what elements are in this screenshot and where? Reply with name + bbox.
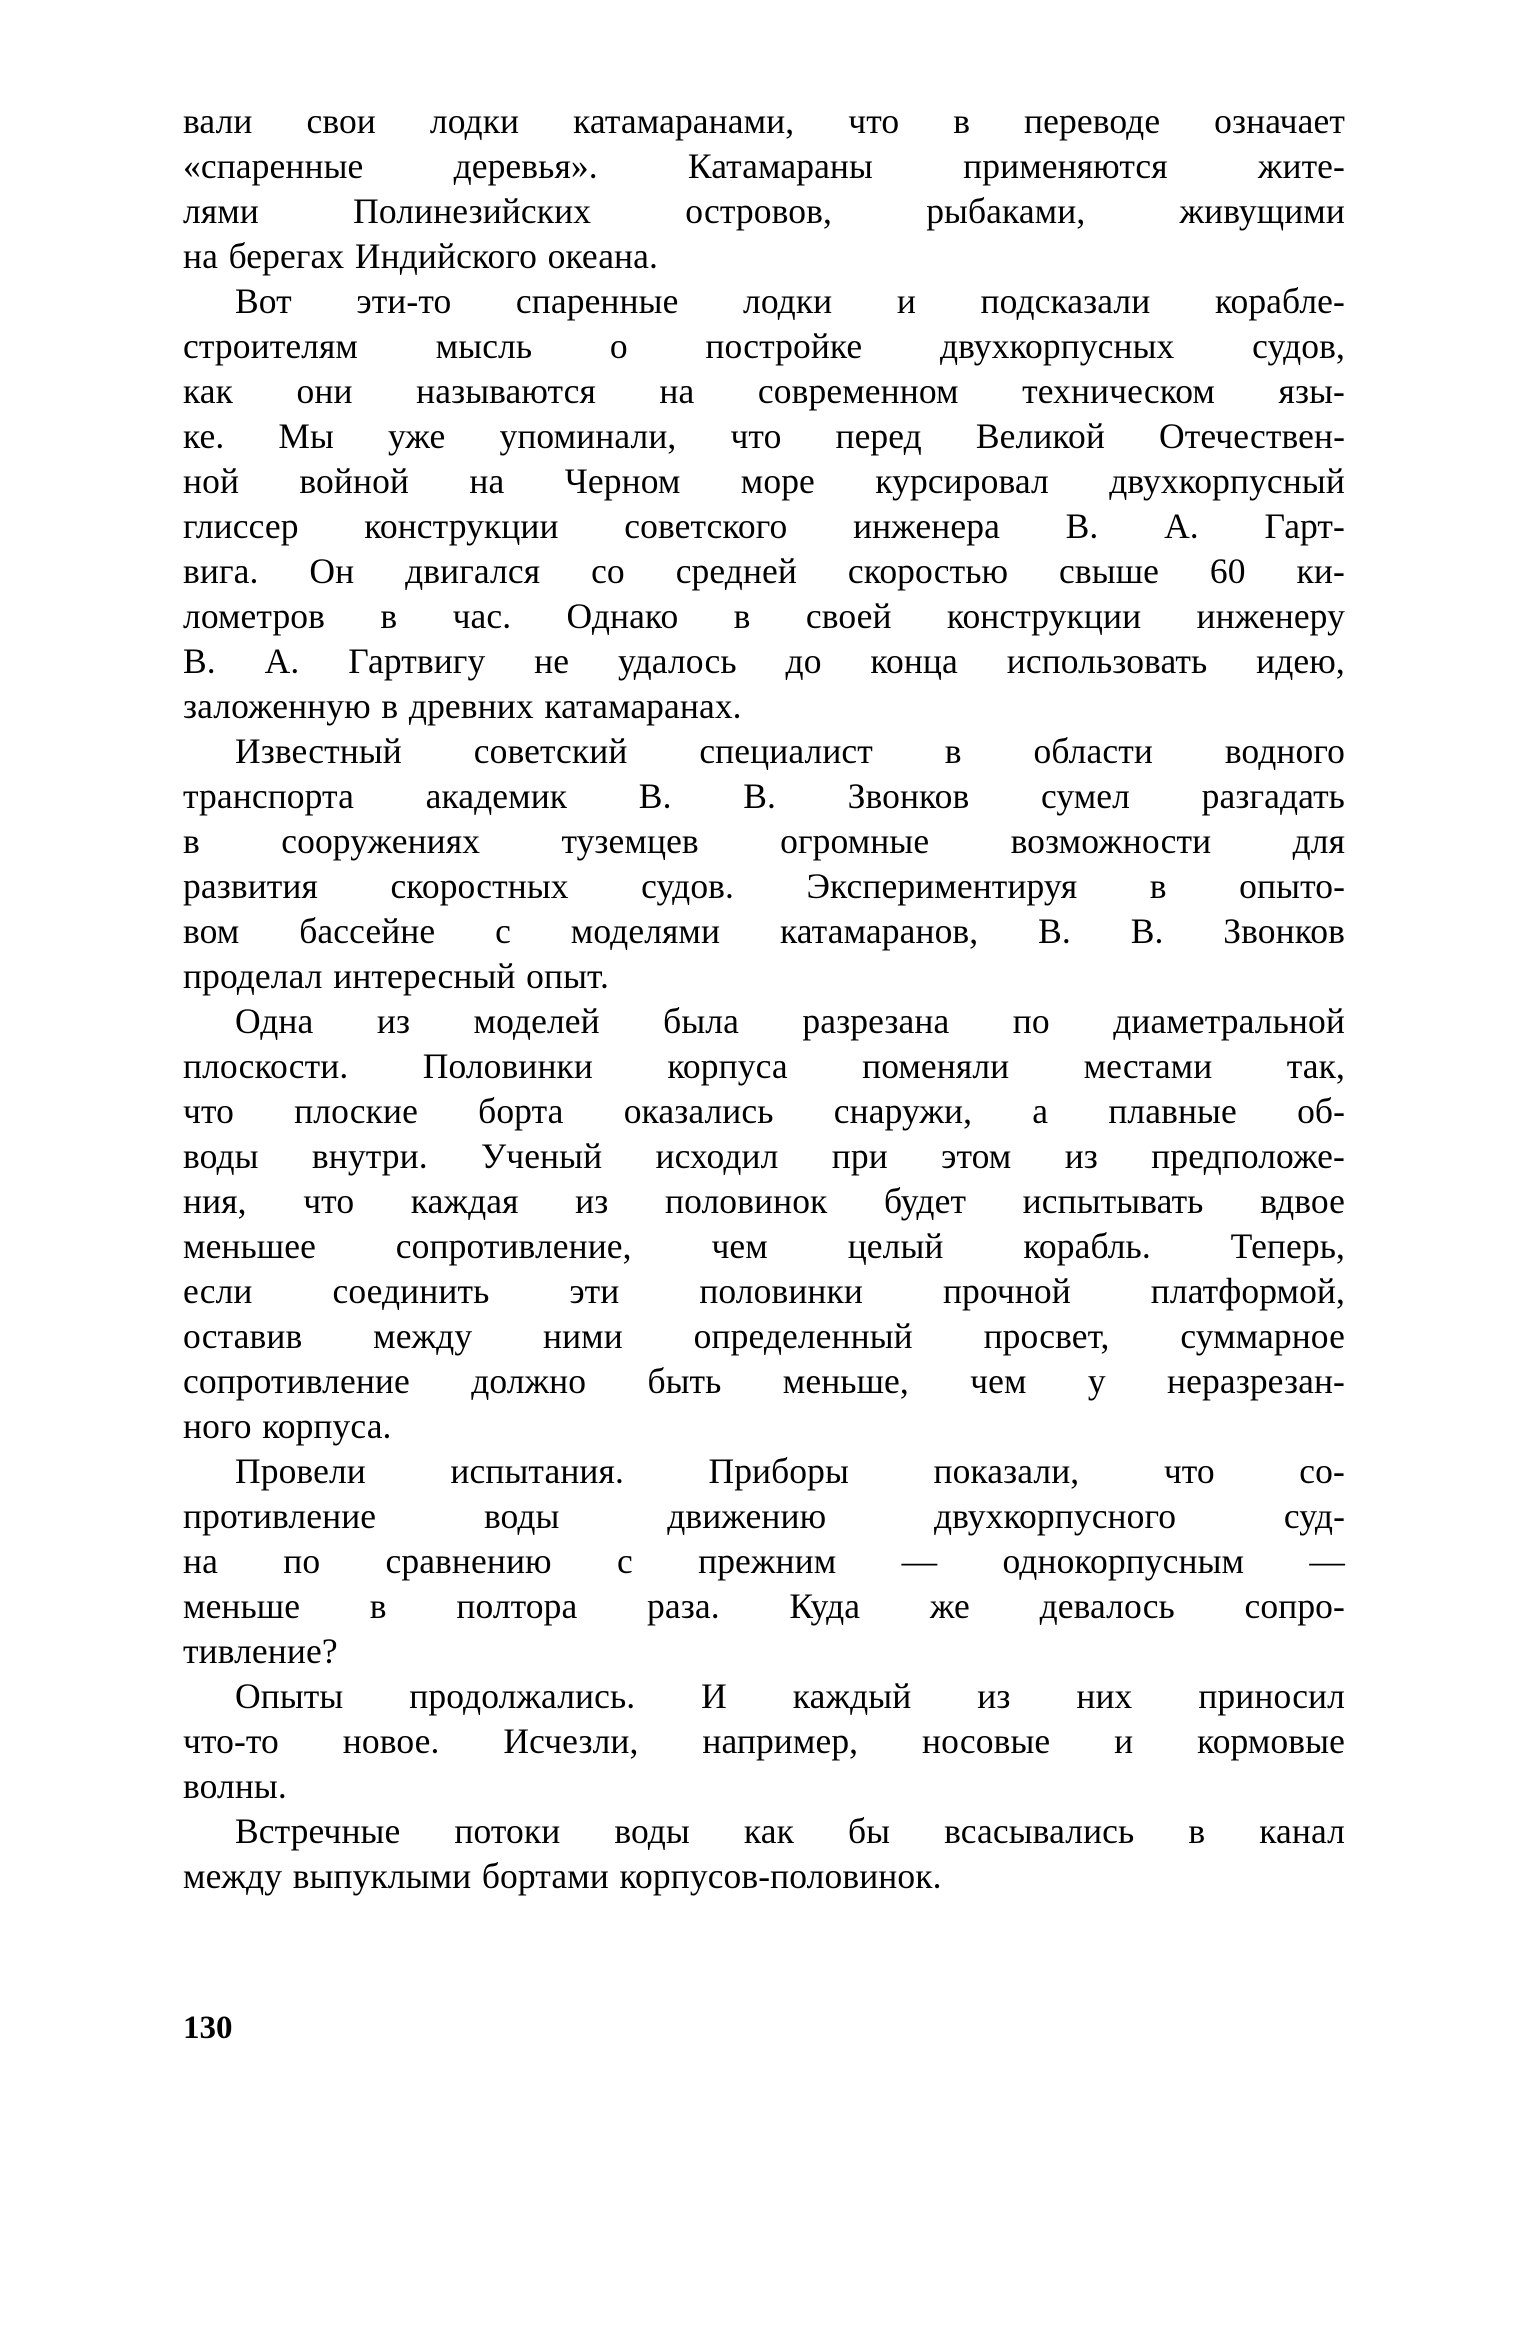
word: Отечествен- bbox=[1158, 416, 1345, 456]
word: об- bbox=[1297, 1091, 1345, 1131]
text-line bbox=[235, 729, 1345, 774]
word: а bbox=[1032, 1091, 1049, 1131]
word: своей bbox=[805, 596, 892, 636]
text-line bbox=[183, 504, 1345, 549]
word: с bbox=[495, 911, 511, 951]
text-line bbox=[183, 99, 1345, 144]
word: двигался bbox=[405, 551, 541, 591]
word: техническом bbox=[1022, 371, 1215, 411]
word: Катамараны bbox=[687, 146, 873, 186]
word: А. bbox=[1164, 506, 1199, 546]
text-line bbox=[183, 1854, 1345, 1899]
text-line bbox=[183, 1584, 1345, 1629]
text-line bbox=[183, 639, 1345, 684]
word: ки- bbox=[1296, 551, 1345, 591]
word: разгадать bbox=[1201, 776, 1345, 816]
word: Провели bbox=[235, 1451, 366, 1491]
word: вига. bbox=[183, 551, 259, 591]
text-line bbox=[235, 1674, 1345, 1719]
text-line bbox=[183, 234, 1345, 279]
text-line bbox=[183, 909, 1345, 954]
word: сопро- bbox=[1244, 1586, 1345, 1626]
word: Мы bbox=[278, 416, 334, 456]
word: современном bbox=[757, 371, 959, 411]
word: канал bbox=[1259, 1811, 1345, 1851]
word: И bbox=[701, 1676, 727, 1716]
word: Полинезийских bbox=[353, 191, 592, 231]
word: меньше, bbox=[782, 1361, 909, 1401]
word: советского bbox=[624, 506, 788, 546]
word: туземцев bbox=[561, 821, 699, 861]
word: судов, bbox=[1252, 326, 1345, 366]
word: суммарное bbox=[1180, 1316, 1345, 1356]
word: корпуса bbox=[667, 1046, 788, 1086]
word: в bbox=[953, 101, 971, 141]
word: инженеру bbox=[1196, 596, 1345, 636]
word: час. bbox=[452, 596, 512, 636]
word: упоминали, bbox=[499, 416, 677, 456]
word: Половинки bbox=[422, 1046, 593, 1086]
word: прежним bbox=[698, 1541, 837, 1581]
text-line bbox=[183, 144, 1345, 189]
word: лодки bbox=[743, 281, 833, 321]
paragraph bbox=[183, 729, 1345, 999]
word: движению bbox=[667, 1496, 827, 1536]
word: как bbox=[183, 371, 234, 411]
word: определенный bbox=[693, 1316, 913, 1356]
word: половинок bbox=[664, 1181, 828, 1221]
word: вали bbox=[183, 101, 253, 141]
word: «спаренные bbox=[183, 146, 364, 186]
word: двухкорпусных bbox=[939, 326, 1175, 366]
word: Вот bbox=[235, 281, 292, 321]
word: опыт. bbox=[526, 956, 609, 996]
word: мысль bbox=[435, 326, 533, 366]
word: В. bbox=[183, 641, 216, 681]
text-line bbox=[183, 1764, 1345, 1809]
word: что-то bbox=[183, 1721, 279, 1761]
word: сооружениях bbox=[281, 821, 481, 861]
word: между bbox=[183, 1856, 283, 1896]
word: спаренные bbox=[515, 281, 679, 321]
text-line bbox=[183, 1359, 1345, 1404]
word: свыше bbox=[1059, 551, 1160, 591]
word: тивление? bbox=[183, 1631, 338, 1671]
word: скоростных bbox=[390, 866, 569, 906]
word: бортами bbox=[481, 1856, 609, 1896]
word: строителям bbox=[183, 326, 358, 366]
word: развития bbox=[183, 866, 318, 906]
word: в bbox=[733, 596, 751, 636]
word: Гарт- bbox=[1264, 506, 1345, 546]
paragraph bbox=[183, 1449, 1345, 1674]
word: — bbox=[1309, 1541, 1345, 1581]
word: выпуклыми bbox=[292, 1856, 472, 1896]
page-body-text bbox=[183, 99, 1345, 1899]
word: рыбаками, bbox=[926, 191, 1086, 231]
word: средней bbox=[675, 551, 798, 591]
word: была bbox=[663, 1001, 739, 1041]
word: каждая bbox=[410, 1181, 519, 1221]
word: Ученый bbox=[481, 1136, 603, 1176]
word: курсировал bbox=[875, 461, 1049, 501]
word: в bbox=[369, 1586, 387, 1626]
word: огромные bbox=[780, 821, 930, 861]
word: Гартвигу bbox=[348, 641, 486, 681]
word: них bbox=[1076, 1676, 1133, 1716]
word: специалист bbox=[699, 731, 873, 771]
word: что bbox=[848, 101, 900, 141]
word: волны. bbox=[183, 1766, 287, 1806]
paragraph bbox=[183, 1674, 1345, 1809]
word: как bbox=[743, 1811, 794, 1851]
word: приносил bbox=[1198, 1676, 1345, 1716]
word: же bbox=[929, 1586, 970, 1626]
word: быть bbox=[647, 1361, 722, 1401]
word: моделями bbox=[570, 911, 721, 951]
word: например, bbox=[702, 1721, 859, 1761]
word: Одна bbox=[235, 1001, 314, 1041]
word: Звонков bbox=[847, 776, 970, 816]
text-line bbox=[235, 1809, 1345, 1854]
text-line bbox=[235, 1449, 1345, 1494]
word: проделал bbox=[183, 956, 323, 996]
text-line bbox=[183, 189, 1345, 234]
word: ния, bbox=[183, 1181, 247, 1221]
word: Приборы bbox=[708, 1451, 849, 1491]
word: Экспериментируя bbox=[806, 866, 1078, 906]
text-line bbox=[183, 594, 1345, 639]
word: инженера bbox=[853, 506, 1000, 546]
word: сопротивление, bbox=[395, 1226, 632, 1266]
word: академик bbox=[425, 776, 568, 816]
word: воды bbox=[183, 1136, 259, 1176]
word: водного bbox=[1224, 731, 1345, 771]
word: сумел bbox=[1040, 776, 1130, 816]
word: всасывались bbox=[944, 1811, 1135, 1851]
word: Великой bbox=[975, 416, 1105, 456]
text-line bbox=[183, 1629, 1345, 1674]
word: так, bbox=[1286, 1046, 1345, 1086]
word: подсказали bbox=[980, 281, 1151, 321]
word: А. bbox=[264, 641, 300, 681]
word: древних bbox=[408, 686, 534, 726]
word: двухкорпусный bbox=[1109, 461, 1345, 501]
paragraph bbox=[183, 999, 1345, 1449]
word: они bbox=[296, 371, 353, 411]
word: деревья». bbox=[453, 146, 598, 186]
word: живущими bbox=[1179, 191, 1345, 231]
word: корпусов-половинок. bbox=[619, 1856, 942, 1896]
paragraph bbox=[183, 99, 1345, 279]
word: из bbox=[376, 1001, 411, 1041]
word: воды bbox=[614, 1811, 690, 1851]
word: местами bbox=[1083, 1046, 1213, 1086]
word: ке. bbox=[183, 416, 225, 456]
word: диаметральной bbox=[1113, 1001, 1345, 1041]
word: Индийского bbox=[354, 236, 537, 276]
word: что bbox=[730, 416, 782, 456]
word: применяются bbox=[963, 146, 1168, 186]
word: неразрезан- bbox=[1167, 1361, 1345, 1401]
word: чем bbox=[970, 1361, 1027, 1401]
text-line bbox=[183, 864, 1345, 909]
word: суд- bbox=[1283, 1496, 1345, 1536]
word: идею, bbox=[1256, 641, 1345, 681]
word: целый bbox=[847, 1226, 944, 1266]
word: потоки bbox=[454, 1811, 561, 1851]
word: катамаранов, bbox=[779, 911, 979, 951]
word: и bbox=[1114, 1721, 1134, 1761]
word: что bbox=[303, 1181, 355, 1221]
word: В. bbox=[638, 776, 672, 816]
word: борта bbox=[478, 1091, 564, 1131]
text-line bbox=[183, 1179, 1345, 1224]
word: Звонков bbox=[1223, 911, 1345, 951]
word: берегах bbox=[228, 236, 345, 276]
word: воды bbox=[483, 1496, 560, 1536]
word: половинки bbox=[699, 1271, 863, 1311]
word: Исчезли, bbox=[503, 1721, 639, 1761]
word: области bbox=[1033, 731, 1153, 771]
word: просвет, bbox=[983, 1316, 1110, 1356]
word: у bbox=[1087, 1361, 1106, 1401]
word: скоростью bbox=[847, 551, 1009, 591]
word: меньше bbox=[183, 1586, 301, 1626]
text-line bbox=[183, 1404, 1345, 1449]
word: если bbox=[183, 1271, 253, 1311]
text-line bbox=[183, 369, 1345, 414]
word: использовать bbox=[1006, 641, 1208, 681]
paragraph bbox=[183, 279, 1345, 729]
word: в bbox=[380, 596, 398, 636]
word: исходил bbox=[655, 1136, 779, 1176]
word: между bbox=[373, 1316, 473, 1356]
word: В. bbox=[1065, 506, 1099, 546]
word: В. bbox=[1038, 911, 1071, 951]
word: жите- bbox=[1257, 146, 1345, 186]
text-line bbox=[235, 999, 1345, 1044]
word: по bbox=[283, 1541, 321, 1581]
word: лометров bbox=[183, 596, 326, 636]
text-line bbox=[183, 1494, 1345, 1539]
text-line bbox=[183, 1269, 1345, 1314]
word: на bbox=[469, 461, 505, 501]
word: на bbox=[183, 236, 218, 276]
word: прочной bbox=[942, 1271, 1071, 1311]
word: снаружи, bbox=[833, 1091, 973, 1131]
word: опыто- bbox=[1239, 866, 1345, 906]
word: сравнению bbox=[385, 1541, 552, 1581]
paragraph bbox=[183, 1809, 1345, 1899]
text-line bbox=[183, 684, 1345, 729]
word: катамаранах. bbox=[544, 686, 742, 726]
word: уже bbox=[388, 416, 446, 456]
word: Опыты bbox=[235, 1676, 344, 1716]
word: островов, bbox=[685, 191, 832, 231]
word: язы- bbox=[1278, 371, 1345, 411]
word: корпуса. bbox=[262, 1406, 392, 1446]
word: бассейне bbox=[299, 911, 436, 951]
word: свои bbox=[306, 101, 376, 141]
word: двухкорпусного bbox=[934, 1496, 1177, 1536]
word: о bbox=[609, 326, 628, 366]
word: Однако bbox=[566, 596, 679, 636]
word: из bbox=[977, 1676, 1011, 1716]
word: конца bbox=[870, 641, 958, 681]
word: заложенную bbox=[183, 686, 371, 726]
word: чем bbox=[711, 1226, 768, 1266]
word: из bbox=[575, 1181, 609, 1221]
word: что bbox=[183, 1091, 234, 1131]
text-line bbox=[183, 1539, 1345, 1584]
word: на bbox=[183, 1541, 218, 1581]
word: со- bbox=[1299, 1451, 1345, 1491]
word: 60 bbox=[1209, 551, 1246, 591]
word: бы bbox=[847, 1811, 891, 1851]
word: плоскости. bbox=[183, 1046, 349, 1086]
word: внутри. bbox=[311, 1136, 428, 1176]
word: носовые bbox=[922, 1721, 1051, 1761]
word: будет bbox=[884, 1181, 967, 1221]
word: конструкции bbox=[946, 596, 1142, 636]
word: эти-то bbox=[356, 281, 452, 321]
word: при bbox=[831, 1136, 888, 1176]
word: перед bbox=[835, 416, 922, 456]
word: однокорпусным bbox=[1002, 1541, 1245, 1581]
word: корабль. bbox=[1023, 1226, 1151, 1266]
word: моделей bbox=[473, 1001, 600, 1041]
word: испытывать bbox=[1022, 1181, 1204, 1221]
word: платформой, bbox=[1150, 1271, 1345, 1311]
word: удалось bbox=[618, 641, 737, 681]
word: сопротивление bbox=[183, 1361, 410, 1401]
word: в bbox=[944, 731, 962, 771]
word: В. bbox=[743, 776, 776, 816]
word: оказались bbox=[623, 1091, 774, 1131]
text-line bbox=[183, 774, 1345, 819]
word: в bbox=[1149, 866, 1167, 906]
word: в bbox=[1188, 1811, 1206, 1851]
word: соединить bbox=[332, 1271, 490, 1311]
word: на bbox=[659, 371, 695, 411]
word: Известный bbox=[235, 731, 402, 771]
word: меньшее bbox=[183, 1226, 316, 1266]
word: разрезана bbox=[802, 1001, 950, 1041]
word: для bbox=[1292, 821, 1345, 861]
word: интересный bbox=[333, 956, 516, 996]
text-line bbox=[183, 1314, 1345, 1359]
word: должно bbox=[471, 1361, 587, 1401]
word: эти bbox=[569, 1271, 620, 1311]
word: предположе- bbox=[1151, 1136, 1345, 1176]
word: поменяли bbox=[862, 1046, 1010, 1086]
text-line bbox=[183, 459, 1345, 504]
text-line bbox=[183, 414, 1345, 459]
text-line bbox=[183, 1134, 1345, 1179]
word: ной bbox=[183, 461, 240, 501]
word: испытания. bbox=[450, 1451, 624, 1491]
text-line bbox=[183, 819, 1345, 864]
word: Черном bbox=[564, 461, 681, 501]
word: кормовые bbox=[1197, 1721, 1345, 1761]
word: до bbox=[785, 641, 822, 681]
word: — bbox=[901, 1541, 938, 1581]
word: означает bbox=[1214, 101, 1345, 141]
word: что bbox=[1163, 1451, 1215, 1491]
word: войной bbox=[299, 461, 410, 501]
word: Куда bbox=[789, 1586, 861, 1626]
word: называются bbox=[416, 371, 596, 411]
word: постройке bbox=[705, 326, 863, 366]
page-number: 130 bbox=[183, 2010, 233, 2046]
word: в bbox=[381, 686, 399, 726]
word: возможности bbox=[1010, 821, 1212, 861]
word: с bbox=[616, 1541, 633, 1581]
word: океана. bbox=[547, 236, 658, 276]
word: ними bbox=[542, 1316, 623, 1356]
word: вом bbox=[183, 911, 240, 951]
word: плоские bbox=[294, 1091, 418, 1131]
word: советский bbox=[473, 731, 628, 771]
word: Встречные bbox=[235, 1811, 401, 1851]
word: раза. bbox=[647, 1586, 720, 1626]
text-line bbox=[183, 1044, 1345, 1089]
word: плавные bbox=[1108, 1091, 1237, 1131]
word: лями bbox=[183, 191, 259, 231]
word: в bbox=[183, 821, 200, 861]
word: и bbox=[896, 281, 916, 321]
word: транспорта bbox=[183, 776, 354, 816]
word: переводе bbox=[1024, 101, 1161, 141]
word: каждый bbox=[792, 1676, 912, 1716]
word: вдвое bbox=[1260, 1181, 1345, 1221]
word: лодки bbox=[429, 101, 520, 141]
word: катамаранами, bbox=[573, 101, 795, 141]
word: В. bbox=[1130, 911, 1164, 951]
word: корабле- bbox=[1214, 281, 1345, 321]
word: оставив bbox=[183, 1316, 303, 1356]
text-line bbox=[183, 324, 1345, 369]
text-line bbox=[183, 549, 1345, 594]
word: показали, bbox=[933, 1451, 1080, 1491]
word: не bbox=[534, 641, 570, 681]
word: из bbox=[1064, 1136, 1098, 1176]
text-line bbox=[183, 1224, 1345, 1269]
word: полтора bbox=[456, 1586, 578, 1626]
word: новое. bbox=[342, 1721, 440, 1761]
text-line bbox=[183, 1719, 1345, 1764]
word: море bbox=[740, 461, 815, 501]
word: этом bbox=[941, 1136, 1012, 1176]
text-line bbox=[183, 954, 1345, 999]
word: судов. bbox=[641, 866, 735, 906]
word: девалось bbox=[1039, 1586, 1175, 1626]
word: со bbox=[591, 551, 625, 591]
word: продолжались. bbox=[409, 1676, 636, 1716]
word: противление bbox=[183, 1496, 377, 1536]
word: Теперь, bbox=[1230, 1226, 1345, 1266]
text-line bbox=[183, 1089, 1345, 1134]
word: ного bbox=[183, 1406, 252, 1446]
word: глиссер bbox=[183, 506, 299, 546]
word: по bbox=[1012, 1001, 1050, 1041]
text-line bbox=[235, 279, 1345, 324]
word: Он bbox=[309, 551, 355, 591]
word: конструкции bbox=[364, 506, 559, 546]
